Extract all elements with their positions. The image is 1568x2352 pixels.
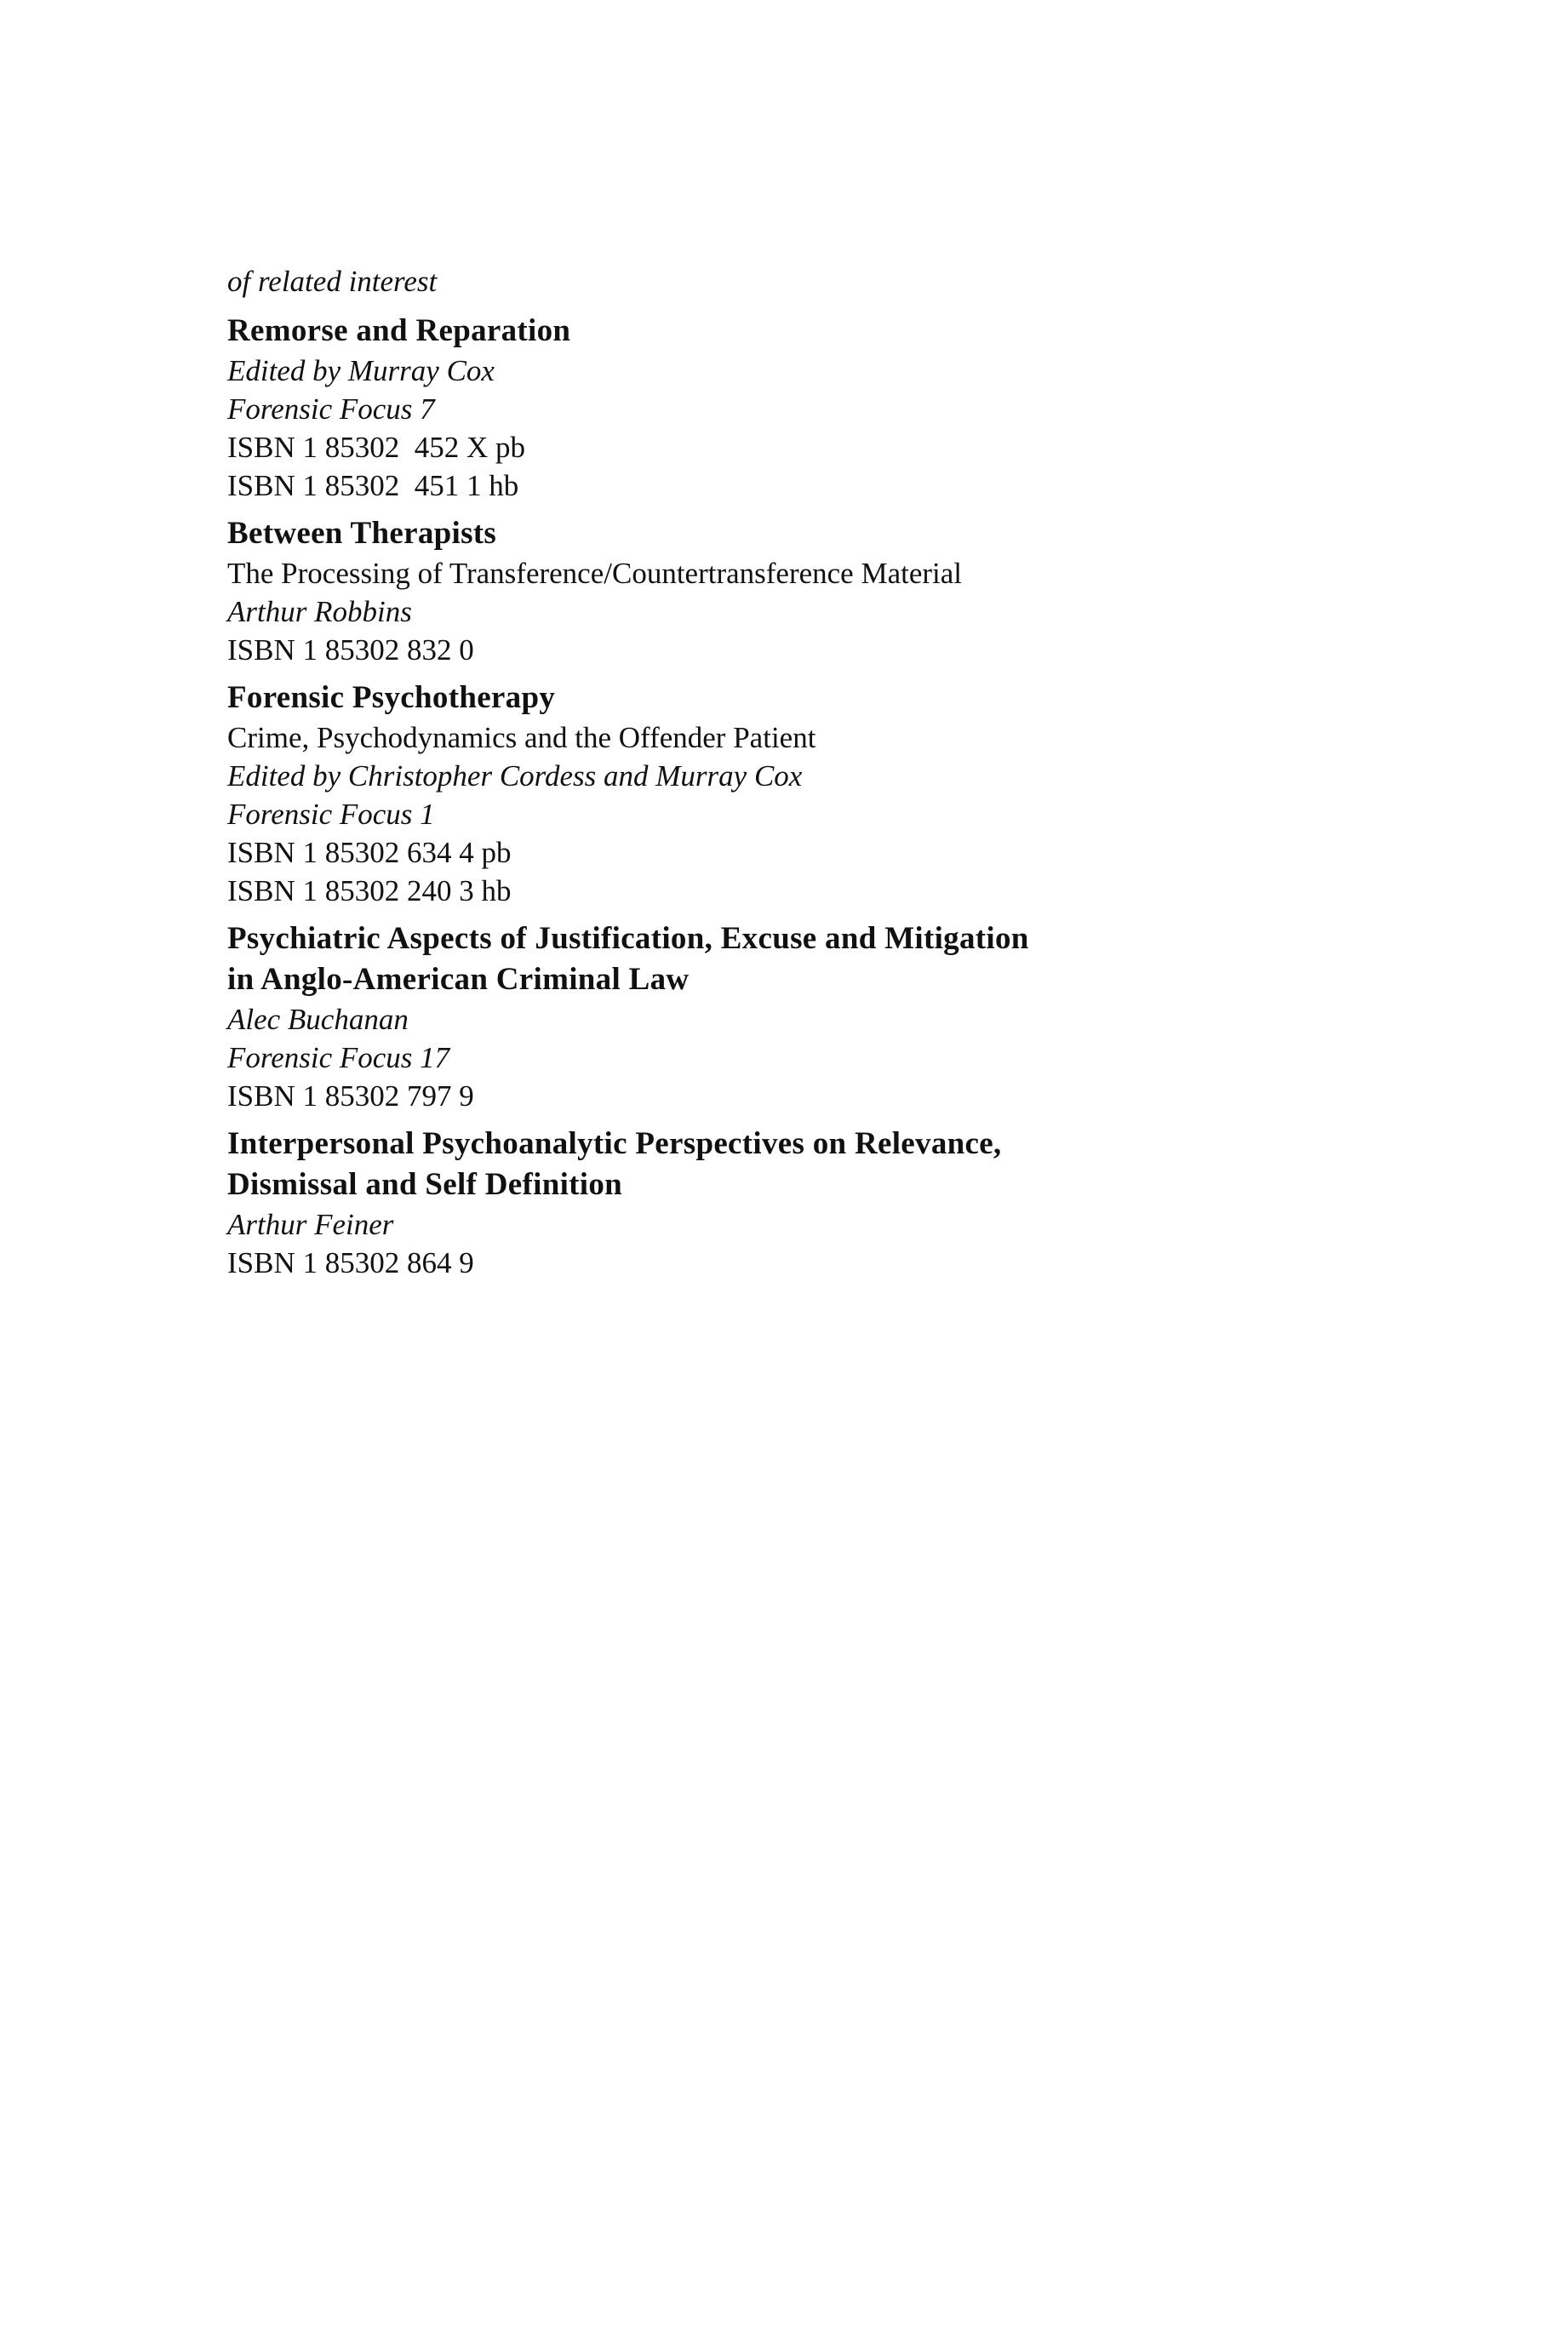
book-entry-between-therapists <box>227 513 1334 669</box>
book-list-page <box>227 262 1334 1290</box>
book-title-line: Psychiatric Aspects of Justification, Excuse and Mitigation <box>227 921 1029 956</box>
book-series: Forensic Focus 1 <box>227 798 435 831</box>
book-entry-psychiatric-aspects <box>227 918 1334 1115</box>
book-author: Edited by Christopher Cordess and Murray Cox <box>227 759 803 793</box>
book-isbn: ISBN 1 85302 634 4 pb <box>227 836 512 869</box>
section-heading: of related interest <box>227 265 438 298</box>
book-title <box>227 1124 1334 1205</box>
book-title-line: Forensic Psychotherapy <box>227 680 556 715</box>
book-subtitle: The Processing of Transference/Countertransference Material <box>227 557 963 590</box>
book-entry-interpersonal-psychoanalytic <box>227 1124 1334 1282</box>
book-title <box>227 678 1334 718</box>
book-author: Alec Buchanan <box>227 1003 409 1036</box>
book-title <box>227 311 1334 352</box>
book-series: Forensic Focus 7 <box>227 392 435 426</box>
book-entry-remorse-and-reparation <box>227 311 1334 505</box>
book-series: Forensic Focus 17 <box>227 1041 450 1074</box>
book-title <box>227 513 1334 554</box>
book-title-line: Dismissal and Self Definition <box>227 1167 623 1202</box>
book-isbn: ISBN 1 85302 797 9 <box>227 1079 474 1113</box>
book-subtitle: Crime, Psychodynamics and the Offender Patient <box>227 721 816 754</box>
book-title-line: in Anglo-American Criminal Law <box>227 962 690 997</box>
book-author: Arthur Feiner <box>227 1208 394 1241</box>
book-isbn: ISBN 1 85302 451 1 hb <box>227 469 519 502</box>
book-title-line: Interpersonal Psychoanalytic Perspectives on Relevance, <box>227 1126 1002 1161</box>
book-isbn: ISBN 1 85302 864 9 <box>227 1246 474 1279</box>
book-isbn: ISBN 1 85302 452 X pb <box>227 431 526 464</box>
book-title <box>227 918 1334 1000</box>
book-entry-forensic-psychotherapy <box>227 678 1334 910</box>
book-author: Edited by Murray Cox <box>227 354 495 387</box>
book-title-line: Remorse and Reparation <box>227 313 571 348</box>
book-title-line: Between Therapists <box>227 516 497 551</box>
book-isbn: ISBN 1 85302 240 3 hb <box>227 874 512 907</box>
book-isbn: ISBN 1 85302 832 0 <box>227 633 474 667</box>
book-author: Arthur Robbins <box>227 595 412 628</box>
